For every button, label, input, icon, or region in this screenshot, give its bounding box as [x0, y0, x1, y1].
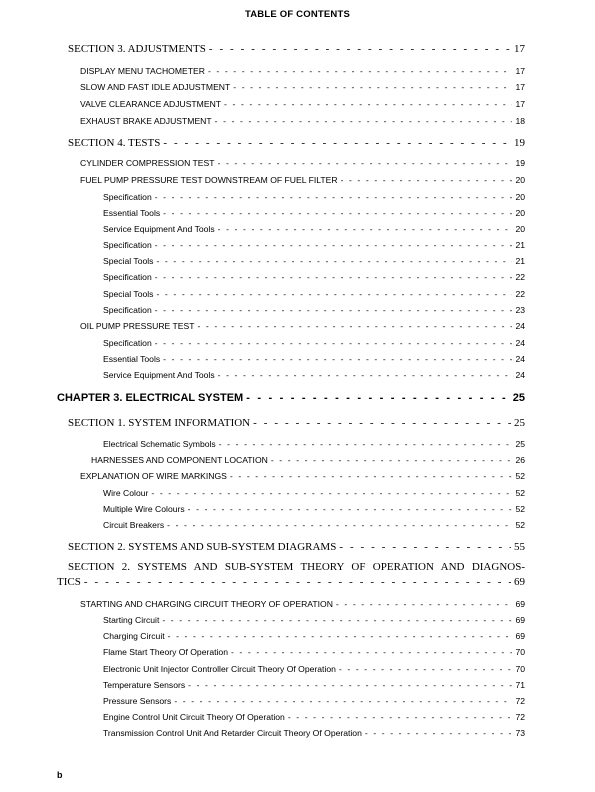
toc-entry-title: VALVE CLEARANCE ADJUSTMENT — [80, 99, 222, 109]
dot-leader — [155, 338, 513, 348]
dot-leader — [155, 305, 513, 315]
toc-entry-page: 52 — [515, 520, 525, 530]
toc-entry-page: 73 — [515, 728, 525, 738]
dot-leader — [288, 712, 513, 722]
toc-entry[interactable] — [103, 224, 525, 234]
toc-entry[interactable] — [103, 354, 525, 364]
toc-entry[interactable] — [103, 192, 525, 202]
toc-entry-title-continuation: TICS — [57, 576, 81, 588]
toc-entry-page: 17 — [515, 82, 525, 92]
toc-entry-page: 22 — [515, 272, 525, 282]
toc-entry[interactable] — [103, 305, 525, 315]
toc-entry-page: 70 — [515, 647, 525, 657]
toc-entry-page: 20 — [515, 192, 525, 202]
dot-leader — [224, 99, 512, 109]
dot-leader — [271, 455, 513, 465]
toc-entry-page: 24 — [515, 321, 525, 331]
toc-entry-title: SECTION 3. ADJUSTMENTS — [68, 43, 206, 55]
toc-entry-title: Service Equipment And Tools — [103, 224, 215, 234]
dot-leader — [230, 471, 513, 481]
toc-entry-title: EXHAUST BRAKE ADJUSTMENT — [80, 116, 212, 126]
toc-entry-page: 17 — [514, 43, 525, 55]
toc-entry-page: 69 — [514, 576, 525, 588]
toc-entry-wrapped-title[interactable]: SECTION 2. SYSTEMS AND SUB-SYSTEM THEORY OF OPERATION AND DIAGNOS- — [68, 561, 525, 573]
toc-entry-page: 24 — [515, 370, 525, 380]
toc-entry[interactable] — [80, 66, 525, 76]
toc-entry-title: Transmission Control Unit And Retarder Circuit Theory Of Operation — [103, 728, 362, 738]
dot-leader — [155, 192, 513, 202]
toc-entry-page: 22 — [515, 289, 525, 299]
toc-entry[interactable] — [103, 370, 525, 380]
toc-entry-title: Circuit Breakers — [103, 520, 165, 530]
toc-entry[interactable] — [68, 43, 525, 55]
toc-entry-title: Service Equipment And Tools — [103, 370, 215, 380]
dot-leader — [341, 175, 513, 185]
toc-entry-page: 25 — [514, 417, 525, 429]
dot-leader — [231, 647, 512, 657]
dot-leader — [208, 66, 512, 76]
dot-leader — [218, 158, 513, 168]
toc-entry-title: Specification — [103, 305, 152, 315]
toc-entry[interactable] — [103, 647, 525, 657]
toc-entry[interactable] — [80, 471, 525, 481]
dot-leader — [163, 354, 512, 364]
toc-entry[interactable] — [103, 338, 525, 348]
toc-entry-page: 19 — [514, 137, 525, 149]
toc-entry-page: 69 — [515, 599, 525, 609]
toc-entry-page: 26 — [515, 455, 525, 465]
toc-entry-title: HARNESSES AND COMPONENT LOCATION — [91, 455, 268, 465]
toc-entry[interactable] — [103, 712, 525, 722]
toc-entry[interactable] — [80, 116, 525, 126]
toc-entry[interactable] — [103, 256, 525, 266]
toc-entry-title: STARTING AND CHARGING CIRCUIT THEORY OF OPERATION — [80, 599, 333, 609]
toc-entry[interactable] — [103, 439, 525, 449]
toc-entry-page: 19 — [515, 158, 525, 168]
dot-leader — [219, 439, 513, 449]
dot-leader — [156, 256, 512, 266]
toc-entry-page: 55 — [514, 541, 525, 553]
dot-leader — [218, 224, 513, 234]
dot-leader — [188, 680, 512, 690]
toc-entry-title: Wire Colour — [103, 488, 149, 498]
toc-entry-title: Specification — [103, 338, 152, 348]
dot-leader — [168, 631, 513, 641]
dot-leader — [253, 417, 511, 429]
toc-entry-title: FUEL PUMP PRESSURE TEST DOWNSTREAM OF FUEL FILTER — [80, 175, 338, 185]
toc-entry-title: SLOW AND FAST IDLE ADJUSTMENT — [80, 82, 231, 92]
toc-entry-title: Specification — [103, 240, 152, 250]
toc-entry[interactable] — [103, 615, 525, 625]
dot-leader — [155, 240, 513, 250]
toc-entry-page: 23 — [515, 305, 525, 315]
dot-leader — [151, 488, 512, 498]
toc-entry[interactable] — [91, 455, 525, 465]
dot-leader — [174, 696, 512, 706]
toc-entry-page: 25 — [512, 392, 525, 404]
toc-entry[interactable] — [103, 631, 525, 641]
toc-entry[interactable] — [80, 82, 525, 92]
dot-leader — [156, 289, 512, 299]
dot-leader — [233, 82, 512, 92]
dot-leader — [209, 43, 511, 55]
toc-entry[interactable] — [68, 137, 525, 149]
toc-entry[interactable] — [103, 289, 525, 299]
dot-leader — [84, 576, 511, 588]
toc-entry-title: CHAPTER 3. ELECTRICAL SYSTEM — [57, 392, 244, 404]
toc-entry-title: Electronic Unit Injector Controller Circuit Theory Of Operation — [103, 664, 336, 674]
toc-entry-page: 18 — [515, 116, 525, 126]
dot-leader — [246, 392, 510, 404]
toc-entry[interactable] — [80, 175, 525, 185]
toc-entry-page: 24 — [515, 338, 525, 348]
dot-leader — [336, 599, 513, 609]
dot-leader — [163, 137, 511, 149]
toc-entry[interactable] — [103, 664, 525, 674]
page-title: TABLE OF CONTENTS — [244, 9, 351, 20]
dot-leader — [155, 272, 513, 282]
toc-entry-title: SECTION 1. SYSTEM INFORMATION — [68, 417, 251, 429]
dot-leader — [218, 370, 513, 380]
dot-leader — [197, 321, 512, 331]
dot-leader — [215, 116, 513, 126]
toc-entry-title: Specification — [103, 192, 152, 202]
toc-entry[interactable] — [80, 158, 525, 168]
toc-entry-title: EXPLANATION OF WIRE MARKINGS — [80, 471, 227, 481]
toc-entry[interactable] — [80, 599, 525, 609]
toc-entry[interactable] — [80, 321, 525, 331]
toc-entry-page: 71 — [515, 680, 525, 690]
toc-entry[interactable] — [103, 680, 525, 690]
toc-entry-page: 52 — [515, 471, 525, 481]
toc-entry-title: Essential Tools — [103, 208, 161, 218]
dot-leader — [167, 520, 512, 530]
toc-entry-title: OIL PUMP PRESSURE TEST — [80, 321, 195, 331]
toc-entry-title: Starting Circuit — [103, 615, 160, 625]
toc-entry-title: CYLINDER COMPRESSION TEST — [80, 158, 215, 168]
toc-entry-title: Specification — [103, 272, 152, 282]
page-footer-mark: b — [57, 770, 63, 780]
toc-entry-title: DISPLAY MENU TACHOMETER — [80, 66, 205, 76]
toc-entry-page: 52 — [515, 504, 525, 514]
toc-entry-page: 20 — [515, 208, 525, 218]
toc-entry-title: Multiple Wire Colours — [103, 504, 185, 514]
dot-leader — [162, 615, 512, 625]
dot-leader — [339, 541, 511, 553]
dot-leader — [188, 504, 513, 514]
toc-entry-page: 17 — [515, 66, 525, 76]
toc-entry-page: 20 — [515, 175, 525, 185]
toc-entry[interactable] — [103, 728, 525, 738]
toc-entry-title: Engine Control Unit Circuit Theory Of Operation — [103, 712, 285, 722]
toc-entry[interactable] — [68, 541, 525, 553]
toc-entry-title: SECTION 4. TESTS — [68, 137, 161, 149]
toc-entry-page: 20 — [515, 224, 525, 234]
toc-entry-title: Electrical Schematic Symbols — [103, 439, 216, 449]
toc-entry-page: 24 — [515, 354, 525, 364]
toc-entry[interactable] — [103, 208, 525, 218]
toc-entry-title: Flame Start Theory Of Operation — [103, 647, 228, 657]
toc-entry-page: 70 — [515, 664, 525, 674]
toc-entry-page: 69 — [515, 631, 525, 641]
toc-entry-title: Special Tools — [103, 289, 154, 299]
toc-entry-page: 72 — [515, 712, 525, 722]
toc-entry-title: Charging Circuit — [103, 631, 165, 641]
toc-entry[interactable] — [80, 99, 525, 109]
toc-entry-title: Special Tools — [103, 256, 154, 266]
toc-entry-page: 21 — [515, 256, 525, 266]
toc-entry[interactable] — [103, 520, 525, 530]
toc-entry-page: 21 — [515, 240, 525, 250]
toc-entry-title: Temperature Sensors — [103, 680, 186, 690]
dot-leader — [339, 664, 513, 674]
toc-entry[interactable] — [103, 504, 525, 514]
toc-entry-title: Essential Tools — [103, 354, 161, 364]
dot-leader — [365, 728, 513, 738]
toc-entry[interactable] — [103, 240, 525, 250]
toc-entry[interactable] — [103, 272, 525, 282]
toc-entry-page: 69 — [515, 615, 525, 625]
toc-entry-page: 17 — [515, 99, 525, 109]
dot-leader — [163, 208, 512, 218]
toc-entry-page: 25 — [515, 439, 525, 449]
toc-entry[interactable] — [68, 417, 525, 429]
toc-entry[interactable] — [57, 576, 525, 588]
toc-entry-title: SECTION 2. SYSTEMS AND SUB-SYSTEM DIAGRAMS — [68, 541, 337, 553]
toc-entry-page: 72 — [515, 696, 525, 706]
toc-entry-title: Pressure Sensors — [103, 696, 172, 706]
toc-entry-page: 52 — [515, 488, 525, 498]
toc-chapter-entry[interactable] — [57, 392, 525, 404]
toc-entry[interactable] — [103, 488, 525, 498]
toc-entry[interactable] — [103, 696, 525, 706]
